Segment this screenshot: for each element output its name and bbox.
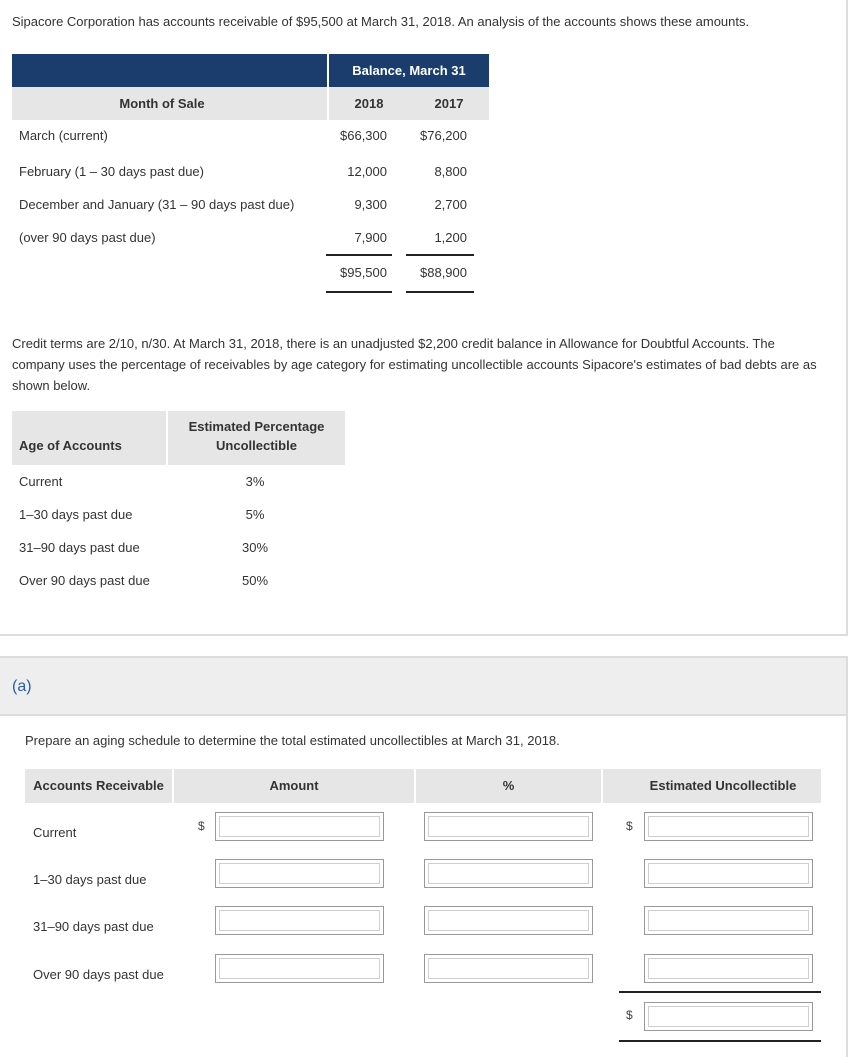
part-a-instruction: Prepare an aging schedule to determine the total estimated uncollectibles at March 31, 2018. [25, 733, 560, 748]
balance-header: Balance, March 31 [352, 63, 466, 78]
total-2017: $88,900 [420, 265, 467, 280]
table-row [12, 472, 345, 492]
age-of-accounts-header: Age of Accounts [19, 438, 122, 453]
value-2017: 2,700 [434, 197, 467, 212]
subtotal-rule-2017 [406, 254, 474, 256]
value-2017: $76,200 [420, 128, 467, 143]
percent-input-current[interactable] [424, 812, 593, 841]
row-label-31-90: 31–90 days past due [33, 919, 154, 934]
estimated-percentage-header: Estimated Percentage Uncollectible [188, 419, 325, 453]
value-2018: 9,300 [354, 197, 387, 212]
row-label: (over 90 days past due) [19, 230, 156, 245]
estimated-input-31-90[interactable] [644, 906, 813, 935]
receivables-table-group-header [12, 54, 489, 87]
amount-input-current[interactable] [215, 812, 384, 841]
percent-input-31-90[interactable] [424, 906, 593, 935]
estimated-input-current[interactable] [644, 812, 813, 841]
value-2018: 7,900 [354, 230, 387, 245]
row-label: March (current) [19, 128, 108, 143]
row-label: December and January (31 – 90 days past due) [19, 197, 295, 212]
part-a-section [0, 656, 848, 1057]
percent-header: % [502, 778, 515, 793]
estimated-input-over-90[interactable] [644, 954, 813, 983]
row-label-current: Current [33, 825, 77, 840]
percentage-value: 50% [241, 573, 269, 588]
receivables-table-header [12, 87, 489, 120]
total-2018: $95,500 [340, 265, 387, 280]
subtotal-rule-2018 [326, 254, 392, 256]
year-2018-header: 2018 [354, 96, 384, 111]
row-label-1-30: 1–30 days past due [33, 872, 147, 887]
total-rule-2018 [326, 291, 392, 293]
credit-terms-paragraph: Credit terms are 2/10, n/30. At March 31, 2018, there is an unadjusted $2,200 credit balance in Allowance for Doubtful Accounts. The company uses the percentage of receivables by age category for estimating uncollectible accounts Sipacore's estimates of bad debts are as shown below. [12, 336, 817, 393]
value-2018: 12,000 [347, 164, 387, 179]
table-row [12, 571, 345, 591]
estimates-table-header [12, 411, 345, 465]
estimated-uncollectible-header: Estimated Uncollectible [649, 778, 797, 793]
part-a-label: (a) [12, 678, 32, 695]
amount-header: Amount [269, 778, 319, 793]
aging-schedule-header [25, 769, 821, 803]
estimated-input-total[interactable] [644, 1002, 813, 1031]
age-label: Current [19, 474, 63, 489]
percent-input-1-30[interactable] [424, 859, 593, 888]
estimated-currency-symbol: $ [626, 819, 633, 833]
year-2017-header: 2017 [434, 96, 464, 111]
total-top-rule [619, 991, 821, 993]
amount-input-over-90[interactable] [215, 954, 384, 983]
row-label: February (1 – 30 days past due) [19, 164, 204, 179]
table-row [12, 505, 345, 525]
percentage-value: 3% [245, 474, 265, 489]
estimated-input-1-30[interactable] [644, 859, 813, 888]
amount-currency-symbol: $ [198, 819, 205, 833]
table-row [12, 195, 489, 215]
percentage-value: 30% [241, 540, 269, 555]
part-a-label-bar [0, 658, 846, 716]
percentage-value: 5% [245, 507, 265, 522]
row-label-over-90: Over 90 days past due [33, 967, 164, 982]
percent-input-over-90[interactable] [424, 954, 593, 983]
age-label: Over 90 days past due [19, 573, 150, 588]
amount-input-31-90[interactable] [215, 906, 384, 935]
table-row [12, 538, 345, 558]
month-of-sale-header: Month of Sale [119, 96, 205, 111]
age-label: 31–90 days past due [19, 540, 140, 555]
value-2017: 1,200 [434, 230, 467, 245]
total-currency-symbol: $ [626, 1008, 633, 1022]
intro-text: Sipacore Corporation has accounts receivable of $95,500 at March 31, 2018. An analysis of the accounts shows these amounts. [12, 14, 750, 29]
totals-row [12, 263, 489, 283]
table-row [12, 126, 489, 146]
value-2017: 8,800 [434, 164, 467, 179]
accounts-receivable-header: Accounts Receivable [33, 778, 164, 793]
age-label: 1–30 days past due [19, 507, 133, 522]
value-2018: $66,300 [340, 128, 387, 143]
total-rule-2017 [406, 291, 474, 293]
amount-input-1-30[interactable] [215, 859, 384, 888]
table-row [12, 162, 489, 182]
table-row [12, 228, 489, 248]
total-bottom-rule [619, 1040, 821, 1042]
